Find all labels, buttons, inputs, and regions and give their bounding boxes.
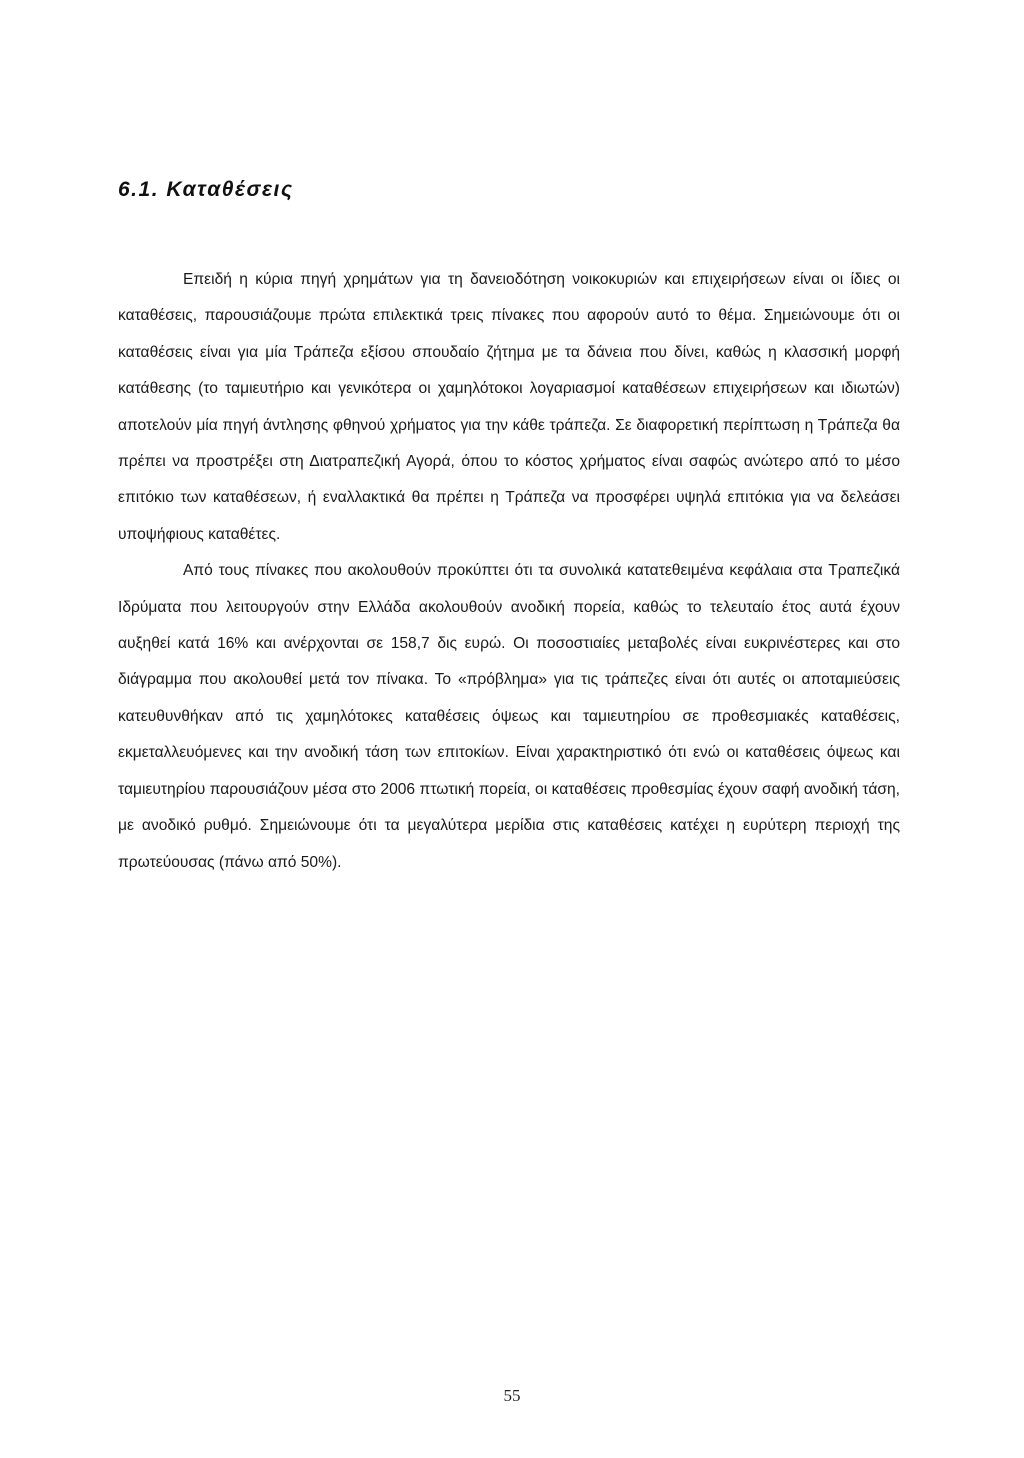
paragraph-deposits-intro: Επειδή η κύρια πηγή χρημάτων για τη δανειοδότηση νοικοκυριών και επιχειρήσεων είναι οι ίδιες οι καταθέσεις, παρουσιάζουμε πρώτα επιλεκτικά τρεις πίνακες που αφορούν αυτό το θέμα. Σημειώνουμε ότι οι καταθέσεις είναι για μία Τράπεζα εξίσου σπουδαίο ζήτημα με τα δάνεια που δίνει, καθώς η κλασσική μορφή κατάθεσης (το ταμιευτήριο και γενικότερα οι χαμηλότοκοι λογαριασμοί καταθέσεων επιχειρήσεων και ιδιωτών) αποτελούν μία πηγή άντλησης φθηνού χρήματος για την κάθε τράπεζα. Σε διαφορετική περίπτωση η Τράπεζα θα πρέπει να προστρέξει στη Διατραπεζική Αγορά, όπου το κόστος χρήματος είναι σαφώς ανώτερο από το μέσο επιτόκιο των καταθέσεων, ή εναλλακτικά θα πρέπει η Τράπεζα να προσφέρει υψηλά επιτόκια για να δελεάσει υποψήφιους καταθέτες. bbox=[118, 271, 900, 543]
body-text bbox=[118, 262, 900, 881]
paragraph-deposits-trends: Από τους πίνακες που ακολουθούν προκύπτει ότι τα συνολικά κατατεθειμένα κεφάλαια στα Τραπεζικά Ιδρύματα που λειτουργούν στην Ελλάδα ακολουθούν ανοδική πορεία, καθώς το τελευταίο έτος αυτά έχουν αυξηθεί κατά 16% και ανέρχονται σε 158,7 δις ευρώ. Οι ποσοστιαίες μεταβολές είναι ευκρινέστερες και στο διάγραμμα που ακολουθεί μετά τον πίνακα. Το «πρόβλημα» για τις τράπεζες είναι ότι αυτές οι αποταμιεύσεις κατευθυνθήκαν από τις χαμηλότοκες καταθέσεις όψεως και ταμιευτηρίου σε προθεσμιακές καταθέσεις, εκμεταλλευόμενες και την ανοδική τάση των επιτοκίων. Είναι χαρακτηριστικό ότι ενώ οι καταθέσεις όψεως και ταμιευτηρίου παρουσιάζουν μέσα στο 2006 πτωτική πορεία, οι καταθέσεις προθεσμίας έχουν σαφή ανοδική τάση, με ανοδικό ρυθμό. Σημειώνουμε ότι τα μεγαλύτερα μερίδια στις καταθέσεις κατέχει η ευρύτερη περιοχή της πρωτεύουσας (πάνω από 50%). bbox=[118, 562, 900, 871]
section-heading: 6.1. Καταθέσεις bbox=[118, 178, 294, 201]
page-number: 55 bbox=[503, 1386, 521, 1405]
